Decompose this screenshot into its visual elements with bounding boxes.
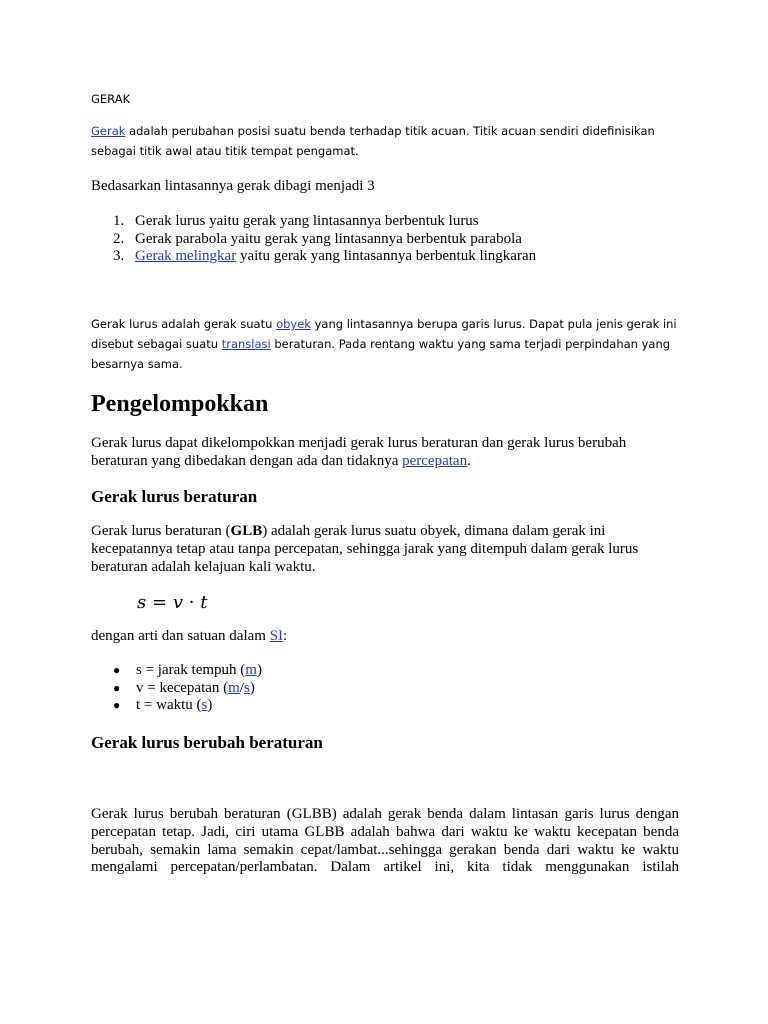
formula-equals: = [151, 592, 168, 613]
unit-second-link[interactable]: s [201, 697, 208, 713]
list-number: 1. [113, 213, 125, 229]
glbb-line: percepatan tetap. Jadi, ciri utama GLBB adalah bahwa dari waktu ke waktu kecepatan benda [91, 823, 679, 840]
motion-types-list [91, 213, 536, 266]
section-heading-pengelompokkan: Pengelompokkan [91, 391, 269, 417]
translasi-link[interactable]: translasi [221, 337, 271, 351]
variable-label: t = waktu ( [136, 697, 202, 713]
list-number: 2. [113, 230, 125, 247]
si-text: dengan arti dan satuan dalam [91, 628, 270, 644]
linear-def-text: yang lintasannya berupa garis lurus. Dapat pula jenis gerak ini disebut sebagai suatu [91, 317, 677, 351]
gerak-melingkar-link[interactable]: Gerak melingkar [135, 248, 237, 264]
unit-second-link[interactable]: s [244, 679, 250, 696]
unit-meter-link[interactable]: m [228, 679, 240, 696]
formula-v: v [172, 592, 183, 613]
unit-meter-link[interactable]: m [245, 662, 257, 678]
glb-formula [137, 592, 207, 613]
si-link[interactable]: SI [269, 628, 284, 644]
motion-type-text: Gerak parabola yaitu gerak yang lintasannya berbentuk parabola [135, 230, 522, 247]
si-end: : [283, 628, 288, 644]
glbb-line: mengalami percepatan/perlambatan. Dalam artikel ini, kita tidak menggunakan istilah [91, 859, 679, 876]
glb-paragraph [91, 522, 681, 576]
variable-close: ) [256, 662, 262, 678]
linear-def-text: Gerak lurus adalah gerak suatu [91, 317, 277, 331]
variable-label: v = kecepatan ( [136, 679, 229, 696]
classification-lead: Bedasarkan lintasannya gerak dibagi menjadi 3 [91, 178, 375, 194]
bullet-icon: ● [113, 663, 121, 677]
obyek-link[interactable]: obyek [276, 317, 311, 331]
motion-type-item [91, 213, 536, 231]
glbb-heading: Gerak lurus berubah beraturan [91, 733, 323, 752]
variable-item [91, 680, 262, 698]
grouping-text: Gerak lurus dapat dikelompokkan menjadi gerak lurus beraturan dan gerak lurus berubah beraturan yang dibedakan dengan ada dan tidaknya [91, 435, 627, 469]
unit-separator: / [239, 679, 245, 696]
formula-s: s [137, 592, 147, 613]
bullet-icon: ● [113, 680, 121, 695]
bullet-icon: ● [113, 698, 121, 712]
formula-t: t [200, 592, 208, 613]
glb-heading: Gerak lurus beraturan [91, 487, 258, 506]
glbb-paragraph [91, 806, 679, 877]
variable-close: ) [207, 697, 213, 713]
list-number: 3. [113, 248, 125, 264]
variable-label: s = jarak tempuh ( [136, 662, 246, 678]
variables-list [91, 662, 262, 715]
glbb-line: Gerak lurus berubah beraturan (GLBB) adalah gerak benda dalam lintasan garis lurus dengan [91, 806, 679, 822]
grouping-end: . [467, 453, 471, 469]
variable-item [91, 697, 262, 715]
glbb-line: berubah, semakin lama semakin cepat/lambat...sehingga gerakan benda dari waktu ke waktu [91, 841, 679, 858]
percepatan-link[interactable]: percepatan [402, 453, 468, 469]
linear-motion-definition [91, 314, 681, 374]
gerak-link[interactable]: Gerak [91, 124, 126, 138]
motion-type-item [91, 231, 536, 249]
document-title: GERAK [91, 92, 131, 106]
grouping-paragraph [91, 434, 681, 470]
intro-text: adalah perubahan posisi suatu benda terhadap titik acuan. Titik acuan sendiri didefinisikan sebagai titik awal atau titik tempat pengamat. [91, 124, 655, 158]
motion-type-item [91, 248, 536, 266]
glb-abbreviation: GLB [230, 523, 263, 539]
variable-item [91, 662, 262, 680]
linear-def-text: beraturan. Pada rentang waktu yang sama terjadi perpindahan yang besarnya sama. [91, 337, 671, 371]
motion-type-text: yaitu gerak yang lintasannya berbentuk lingkaran [236, 248, 537, 264]
glb-text: Gerak lurus beraturan ( [91, 523, 231, 539]
si-line [91, 628, 681, 645]
formula-dot: · [188, 592, 195, 613]
glb-text: ) adalah gerak lurus suatu obyek, dimana dalam gerak ini kecepatannya tetap atau tanpa percepatan, sehingga jarak yang ditempuh dalam gerak lurus beraturan adalah kelajuan kali waktu. [91, 523, 639, 575]
variable-close: ) [249, 679, 255, 696]
intro-paragraph [91, 121, 681, 161]
motion-type-text: Gerak lurus yaitu gerak yang lintasannya berbentuk lurus [135, 213, 479, 229]
